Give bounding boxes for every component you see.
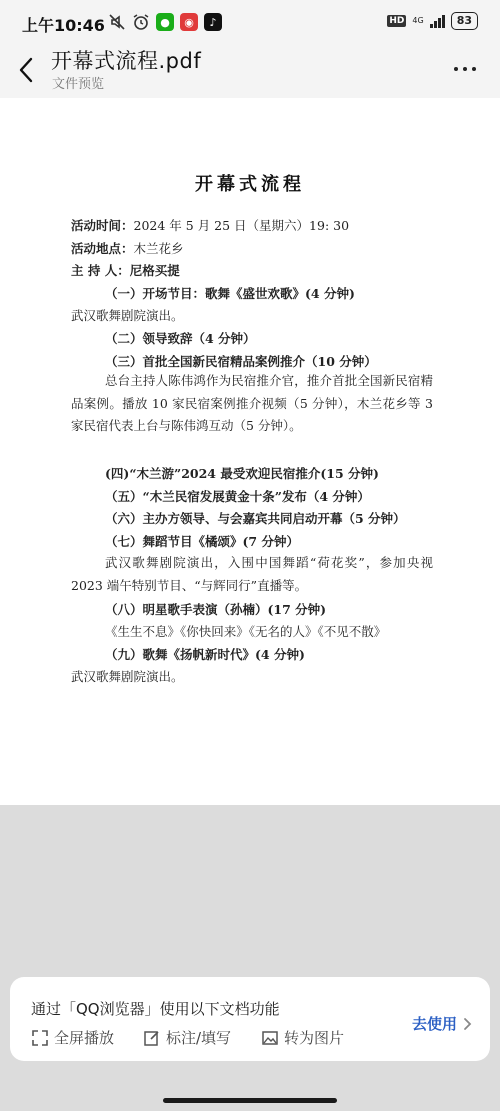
back-button[interactable] — [8, 50, 44, 90]
more-options-button[interactable] — [450, 54, 480, 84]
tiktok-icon: ♪ — [204, 13, 222, 31]
wechat-icon: ● — [156, 13, 174, 31]
qq-browser-promo-card — [10, 977, 490, 1061]
info-location: 活动地点：木兰花乡 — [71, 240, 184, 256]
feature-annotate[interactable]: 标注/填写 — [143, 1027, 231, 1048]
mute-icon — [108, 13, 126, 31]
program-note-3: 总台主持人陈伟鸿作为民宿推介官，推介首批全国新民宿精品案例。播放 10 家民宿案例推介视频（5 分钟），木兰花乡等 3 家民宿代表上台与陈伟鸿互动（5 分钟）。 — [71, 373, 433, 434]
program-note-7: 武汉歌舞剧院演出，入围中国舞蹈“荷花奖”，参加央视 2023 端午特别节目、“与辉同行”直播等。 — [71, 555, 433, 593]
image-icon — [261, 1029, 279, 1047]
home-indicator[interactable] — [163, 1098, 337, 1103]
edit-icon — [143, 1029, 161, 1047]
program-item-8: （八）明星歌手表演（孙楠）(17 分钟) — [105, 601, 327, 617]
notification-icons — [108, 12, 222, 32]
program-item-9: （九）歌舞《扬帆新时代》(4 分钟) — [105, 646, 305, 662]
document-title: 开幕式流程 — [195, 174, 305, 195]
fullscreen-icon — [31, 1029, 49, 1047]
chevron-left-icon — [18, 57, 34, 83]
battery-icon: 83 — [451, 12, 478, 30]
alarm-icon — [132, 13, 150, 31]
document-page[interactable] — [0, 98, 500, 805]
signal-icon — [430, 14, 445, 28]
program-item-7: （七）舞蹈节目《橘颂》(7 分钟） — [105, 533, 299, 549]
info-time: 活动时间：2024 年 5 月 25 日（星期六）19: 30 — [71, 218, 350, 233]
system-icons — [387, 12, 478, 30]
app-notification-icon: ◉ — [180, 13, 198, 31]
promo-title: 通过「QQ浏览器」使用以下文档功能 — [31, 1000, 280, 1018]
status-bar — [0, 0, 500, 44]
program-item-3: （三）首批全国新民宿精品案例推介（10 分钟） — [105, 353, 377, 369]
program-note-1: 武汉歌舞剧院演出。 — [71, 308, 184, 324]
program-item-2: （二）领导致辞（4 分钟） — [105, 331, 256, 346]
info-host: 主 持 人：尼格买提 — [71, 263, 180, 279]
program-item-5: （五）“木兰民宿发展黄金十条”发布（4 分钟） — [105, 488, 370, 504]
program-item-1: （一）开场节目：歌舞《盛世欢歌》(4 分钟) — [105, 285, 355, 301]
app-header — [0, 44, 500, 98]
chevron-right-icon — [463, 1017, 472, 1031]
program-note-8: 《生生不息》《你快回来》《无名的人》《不见不散》 — [105, 624, 387, 640]
program-item-4: (四)“木兰游”2024 最受欢迎民宿推介(15 分钟) — [105, 466, 379, 481]
feature-fullscreen[interactable]: 全屏播放 — [31, 1027, 114, 1048]
go-use-button[interactable]: 去使用 — [412, 1013, 472, 1034]
file-subtitle: 文件预览 — [52, 77, 105, 92]
file-title: 开幕式流程.pdf — [51, 49, 202, 73]
program-item-6: （六）主办方领导、与会嘉宾共同启动开幕（5 分钟） — [105, 511, 406, 527]
status-time: 上午10:46 — [22, 16, 105, 35]
program-note-9: 武汉歌舞剧院演出。 — [71, 669, 184, 685]
network-type: 4G — [412, 16, 424, 25]
hd-badge: HD — [389, 16, 405, 26]
feature-to-image[interactable]: 转为图片 — [261, 1027, 344, 1048]
more-dots-icon — [452, 67, 479, 71]
